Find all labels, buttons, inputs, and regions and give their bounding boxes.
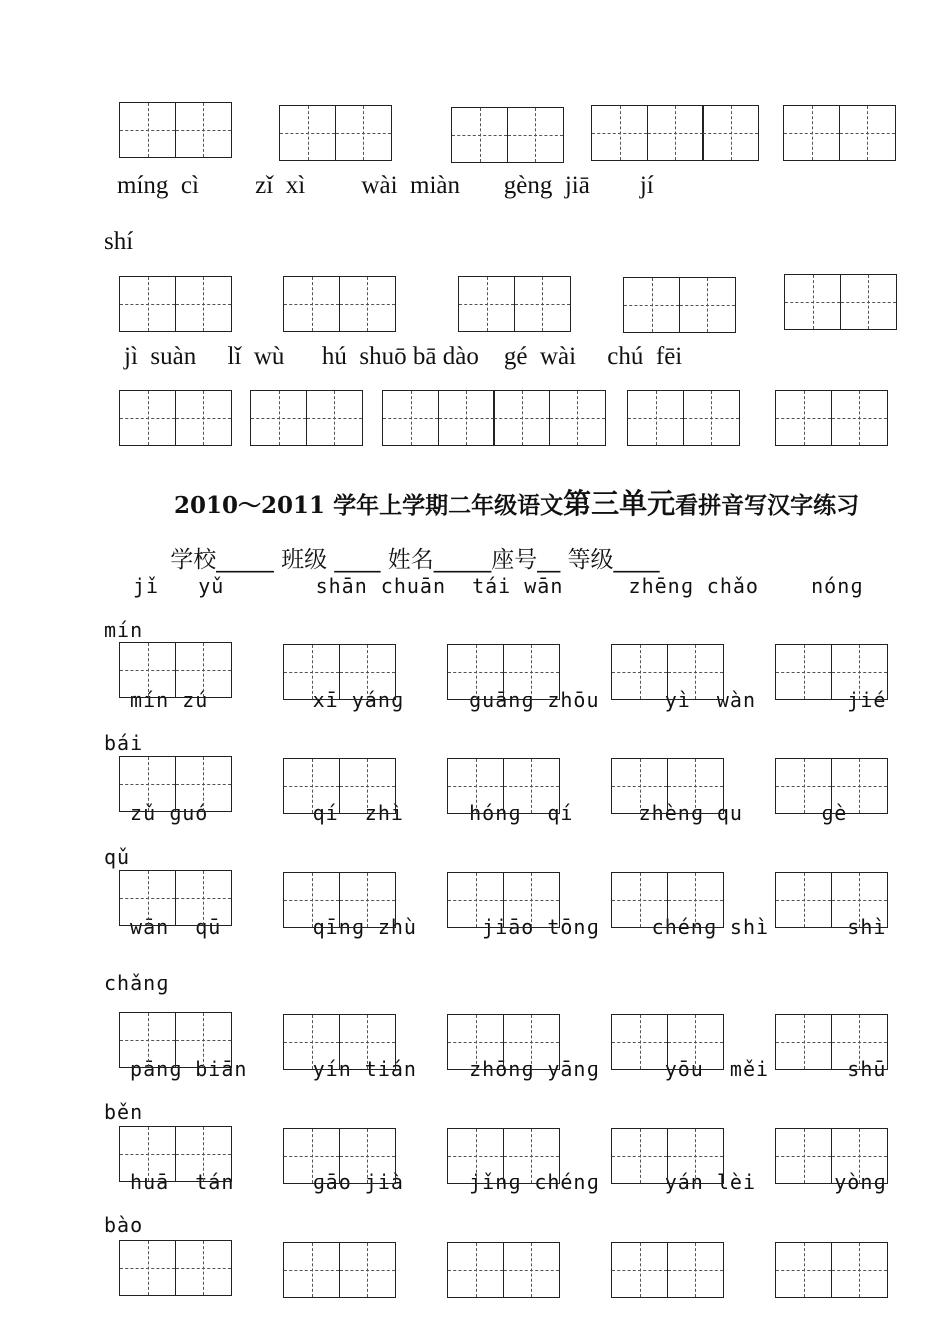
character-writing-cell[interactable] [339,872,396,928]
character-writing-cell[interactable] [119,1126,176,1182]
writing-box-group [119,390,230,446]
character-writing-cell[interactable] [175,1240,232,1296]
writing-box-group [119,1126,230,1182]
character-writing-cell[interactable] [175,756,232,812]
character-writing-cell[interactable] [175,276,232,332]
character-writing-cell[interactable] [627,390,684,446]
character-writing-cell[interactable] [611,1014,668,1070]
character-writing-cell[interactable] [458,276,515,332]
character-writing-cell[interactable] [702,105,759,161]
writing-box-group [119,870,230,926]
character-writing-cell[interactable] [382,390,439,446]
character-writing-cell[interactable] [611,1242,668,1298]
title-unit: 第三单元 [563,487,676,520]
character-writing-cell[interactable] [775,758,832,814]
pinyin-line: mín [104,618,144,642]
character-writing-cell[interactable] [775,1128,832,1184]
character-writing-cell[interactable] [775,644,832,700]
character-writing-cell[interactable] [503,1128,560,1184]
school-blank[interactable]: _____ [216,547,282,573]
writing-box-group [119,102,230,158]
pinyin-line: jǐ yǔ shān chuān tái wān zhēnɡ chǎo nónɡ [133,574,864,598]
character-writing-cell[interactable] [775,390,832,446]
character-writing-cell[interactable] [175,102,232,158]
pinyin-line: míng cì zǐ xì wài miàn gèng jiā jí [117,172,654,199]
writing-box-group [447,758,558,814]
character-writing-cell[interactable] [775,1242,832,1298]
character-writing-cell[interactable] [339,1128,396,1184]
character-writing-cell[interactable] [783,105,840,161]
pinyin-line: huā tán ɡāo jià jǐnɡ chénɡ yán lèi yònɡ [117,1170,887,1194]
character-writing-cell[interactable] [831,390,888,446]
writing-box-group [611,872,722,928]
writing-box-group [775,1242,886,1298]
writing-box-group [451,107,562,163]
character-writing-cell[interactable] [549,390,606,446]
character-writing-cell[interactable] [119,1012,176,1068]
character-writing-cell[interactable] [119,390,176,446]
writing-box-group [283,758,394,814]
grade-label: 等级 [567,547,614,573]
character-writing-cell[interactable] [667,1128,724,1184]
pinyin-line: zǔ ɡuó qí zhì hónɡ qí zhènɡ qu ɡè [117,801,848,825]
character-writing-cell[interactable] [250,390,307,446]
writing-box-group [119,276,230,332]
character-writing-cell[interactable] [447,644,504,700]
character-writing-cell[interactable] [283,872,340,928]
character-writing-cell[interactable] [503,1242,560,1298]
writing-box-group [775,644,886,700]
character-writing-cell[interactable] [451,107,508,163]
character-writing-cell[interactable] [667,644,724,700]
writing-box-group [611,1014,722,1070]
writing-box-group [283,1128,394,1184]
pinyin-line: pānɡ biān yín tián zhōnɡ yānɡ yōu měi shū [117,1057,887,1081]
character-writing-cell[interactable] [503,872,560,928]
writing-box-group [775,390,886,446]
character-writing-cell[interactable] [667,1242,724,1298]
character-writing-cell[interactable] [447,758,504,814]
character-writing-cell[interactable] [611,758,668,814]
writing-box-group [447,872,558,928]
character-writing-cell[interactable] [831,644,888,700]
writing-box-group [447,644,558,700]
character-writing-cell[interactable] [438,390,495,446]
character-writing-cell[interactable] [503,758,560,814]
class-blank[interactable]: ____ [327,547,388,573]
character-writing-cell[interactable] [611,1128,668,1184]
character-writing-cell[interactable] [119,276,176,332]
character-writing-cell[interactable] [283,1014,340,1070]
character-writing-cell[interactable] [447,872,504,928]
character-writing-cell[interactable] [447,1128,504,1184]
writing-box-group [775,872,886,928]
character-writing-cell[interactable] [784,274,841,330]
character-writing-cell[interactable] [175,870,232,926]
writing-box-group [627,390,738,446]
writing-box-group [283,872,394,928]
writing-box-group [119,1240,230,1296]
character-writing-cell[interactable] [667,1014,724,1070]
character-writing-cell[interactable] [119,756,176,812]
character-writing-cell[interactable] [493,390,550,446]
pinyin-line: jì suàn lǐ wù hú shuō bā dào gé wài chú fēi [124,343,683,370]
character-writing-cell[interactable] [339,276,396,332]
character-writing-cell[interactable] [831,1128,888,1184]
grade-blank[interactable]: ____ [613,547,660,573]
writing-box-group [283,276,394,332]
pinyin-line: běn [104,1100,144,1124]
pinyin-line: chǎnɡ [104,971,170,995]
character-writing-cell[interactable] [119,102,176,158]
writing-box-group [250,390,361,446]
writing-box-group [775,1128,886,1184]
writing-box-group [458,276,569,332]
writing-box-group [283,1242,394,1298]
character-writing-cell[interactable] [507,107,564,163]
pinyin-line: qǔ [104,845,131,869]
character-writing-cell[interactable] [503,644,560,700]
character-writing-cell[interactable] [279,105,336,161]
character-writing-cell[interactable] [339,758,396,814]
character-writing-cell[interactable] [623,277,680,333]
writing-box-group [447,1128,558,1184]
pinyin-line: wān qū qīnɡ zhù jiāo tōnɡ chénɡ shì shì [117,915,887,939]
character-writing-cell[interactable] [831,1014,888,1070]
writing-box-group [119,642,230,698]
character-writing-cell[interactable] [647,105,704,161]
character-writing-cell[interactable] [119,1240,176,1296]
pinyin-line: shí [104,228,134,255]
character-writing-cell[interactable] [831,1242,888,1298]
writing-box-group [775,1014,886,1070]
character-writing-cell[interactable] [503,1014,560,1070]
character-writing-cell[interactable] [831,758,888,814]
character-writing-cell[interactable] [447,1014,504,1070]
character-writing-cell[interactable] [831,872,888,928]
character-writing-cell[interactable] [679,277,736,333]
school-label: 学校 [170,547,217,573]
character-writing-cell[interactable] [591,105,648,161]
character-writing-cell[interactable] [667,872,724,928]
character-writing-cell[interactable] [283,1242,340,1298]
character-writing-cell[interactable] [339,644,396,700]
character-writing-cell[interactable] [283,1128,340,1184]
writing-box-group [283,1014,394,1070]
character-writing-cell[interactable] [119,870,176,926]
character-writing-cell[interactable] [839,105,896,161]
writing-box-group [119,1012,230,1068]
character-writing-cell[interactable] [339,1014,396,1070]
pinyin-line: bào [104,1213,144,1237]
writing-box-group [447,1014,558,1070]
character-writing-cell[interactable] [611,644,668,700]
writing-box-group [447,1242,558,1298]
character-writing-cell[interactable] [283,758,340,814]
writing-box-group [611,1242,722,1298]
writing-box-group [784,274,895,330]
name-blank[interactable]: _____ [433,547,492,573]
character-writing-cell[interactable] [175,1126,232,1182]
writing-box-group [283,644,394,700]
character-writing-cell[interactable] [611,872,668,928]
character-writing-cell[interactable] [339,1242,396,1298]
character-writing-cell[interactable] [175,1012,232,1068]
character-writing-cell[interactable] [447,1242,504,1298]
character-writing-cell[interactable] [335,105,392,161]
writing-box-group [775,758,886,814]
title-suffix: 看拼音写汉字练习 [675,492,860,519]
writing-box-group [279,105,390,161]
seat-blank[interactable]: __ [537,547,568,573]
title-prefix: 2010～2011 学年上学期二年级语文 [174,492,564,519]
writing-box-group [611,1128,722,1184]
seat-label: 座号 [491,547,538,573]
character-writing-cell[interactable] [283,644,340,700]
writing-box-group [591,105,758,161]
class-label: 班级 [281,547,328,573]
character-writing-cell[interactable] [175,642,232,698]
writing-box-group [623,277,734,333]
writing-box-group [611,758,722,814]
character-writing-cell[interactable] [175,390,232,446]
pinyin-line: mín zú xī yánɡ guānɡ zhōu yì wàn jié [117,688,887,712]
writing-box-group [611,644,722,700]
character-writing-cell[interactable] [667,758,724,814]
writing-box-group [783,105,894,161]
character-writing-cell[interactable] [775,1014,832,1070]
character-writing-cell[interactable] [840,274,897,330]
character-writing-cell[interactable] [306,390,363,446]
character-writing-cell[interactable] [775,872,832,928]
pinyin-line: bái [104,731,144,755]
character-writing-cell[interactable] [514,276,571,332]
character-writing-cell[interactable] [119,642,176,698]
writing-box-group [382,390,604,446]
character-writing-cell[interactable] [283,276,340,332]
writing-box-group [119,756,230,812]
character-writing-cell[interactable] [683,390,740,446]
name-label: 姓名 [387,547,434,573]
